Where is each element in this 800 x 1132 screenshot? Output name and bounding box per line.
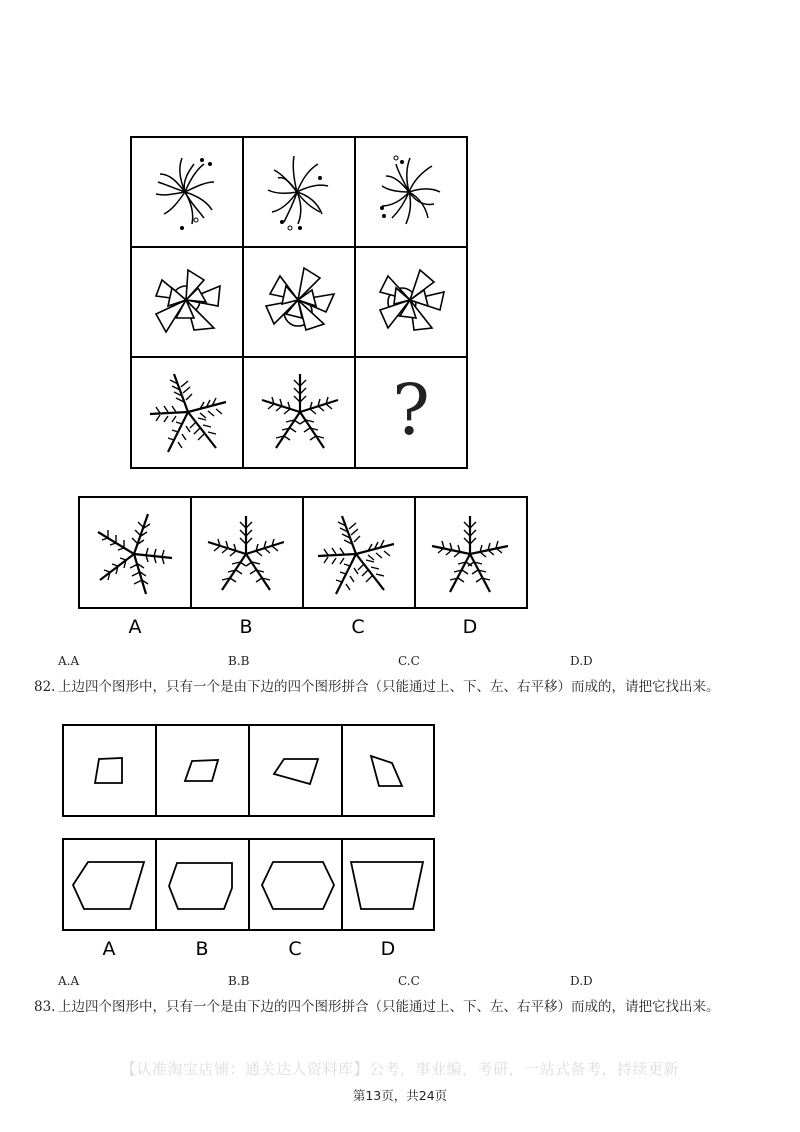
- q81-choice-c[interactable]: C.C: [398, 654, 420, 668]
- option-letter-d: D: [462, 616, 478, 638]
- fern-star-figure: [258, 370, 342, 454]
- option-letter-c: C: [351, 616, 365, 638]
- piece-shape-4: [341, 724, 435, 817]
- option-shape-a: [62, 838, 157, 931]
- fern-star-figure: [428, 512, 512, 596]
- option-shape-b: [155, 838, 250, 931]
- piece-shape-3: [248, 724, 343, 817]
- q82-number: 82.: [34, 679, 56, 695]
- flower-figure: [372, 262, 452, 342]
- fern-star-figure: [94, 510, 174, 598]
- q82-stem: 上边四个图形中，只有一个是由下边的四个图形拼合（只能通过上、下、左、右平移）而成的，请把它找出来。: [58, 679, 720, 695]
- q82-choice-a[interactable]: A.A: [58, 974, 80, 988]
- q82-choice-b[interactable]: B.B: [228, 974, 250, 988]
- footer-watermark: 【认准淘宝店铺：通关达人资料库】公考，事业编，考研，一站式备考，持续更新: [120, 1060, 679, 1078]
- option-shape-d: [341, 838, 435, 931]
- option-letter-a: A: [128, 616, 142, 638]
- option-letter-b: B: [239, 616, 253, 638]
- q83-stem: 上边四个图形中，只有一个是由下边的四个图形拼合（只能通过上、下、左、右平移）而成的，请把它找出来。: [58, 999, 720, 1015]
- q82-choice-d[interactable]: D.D: [570, 974, 593, 988]
- q83-question-text: [34, 996, 748, 1019]
- q81-choice-a[interactable]: A.A: [58, 654, 80, 668]
- fern-star-figure: [148, 368, 228, 456]
- page-indicator: 第13页，共24页: [352, 1088, 448, 1103]
- firework-figure: [264, 152, 334, 232]
- piece-shape-1: [62, 724, 157, 817]
- q82-choice-c[interactable]: C.C: [398, 974, 420, 988]
- fern-star-figure: [316, 510, 396, 598]
- piece-shape-2: [155, 724, 250, 817]
- firework-figure: [152, 152, 222, 232]
- q81-choice-b[interactable]: B.B: [228, 654, 250, 668]
- q83-number: 83.: [34, 999, 56, 1015]
- option-letter-a: A: [102, 938, 116, 960]
- option-letter-c: C: [288, 938, 302, 960]
- option-letter-d: D: [380, 938, 396, 960]
- option-shape-c: [248, 838, 343, 931]
- option-letter-b: B: [195, 938, 209, 960]
- flower-figure: [260, 262, 340, 342]
- fern-star-figure: [204, 512, 288, 596]
- q82-question-text: [34, 676, 748, 699]
- firework-figure: [376, 152, 446, 232]
- flower-figure: [148, 262, 228, 342]
- question-mark: ?: [392, 369, 430, 451]
- q81-choice-d[interactable]: D.D: [570, 654, 593, 668]
